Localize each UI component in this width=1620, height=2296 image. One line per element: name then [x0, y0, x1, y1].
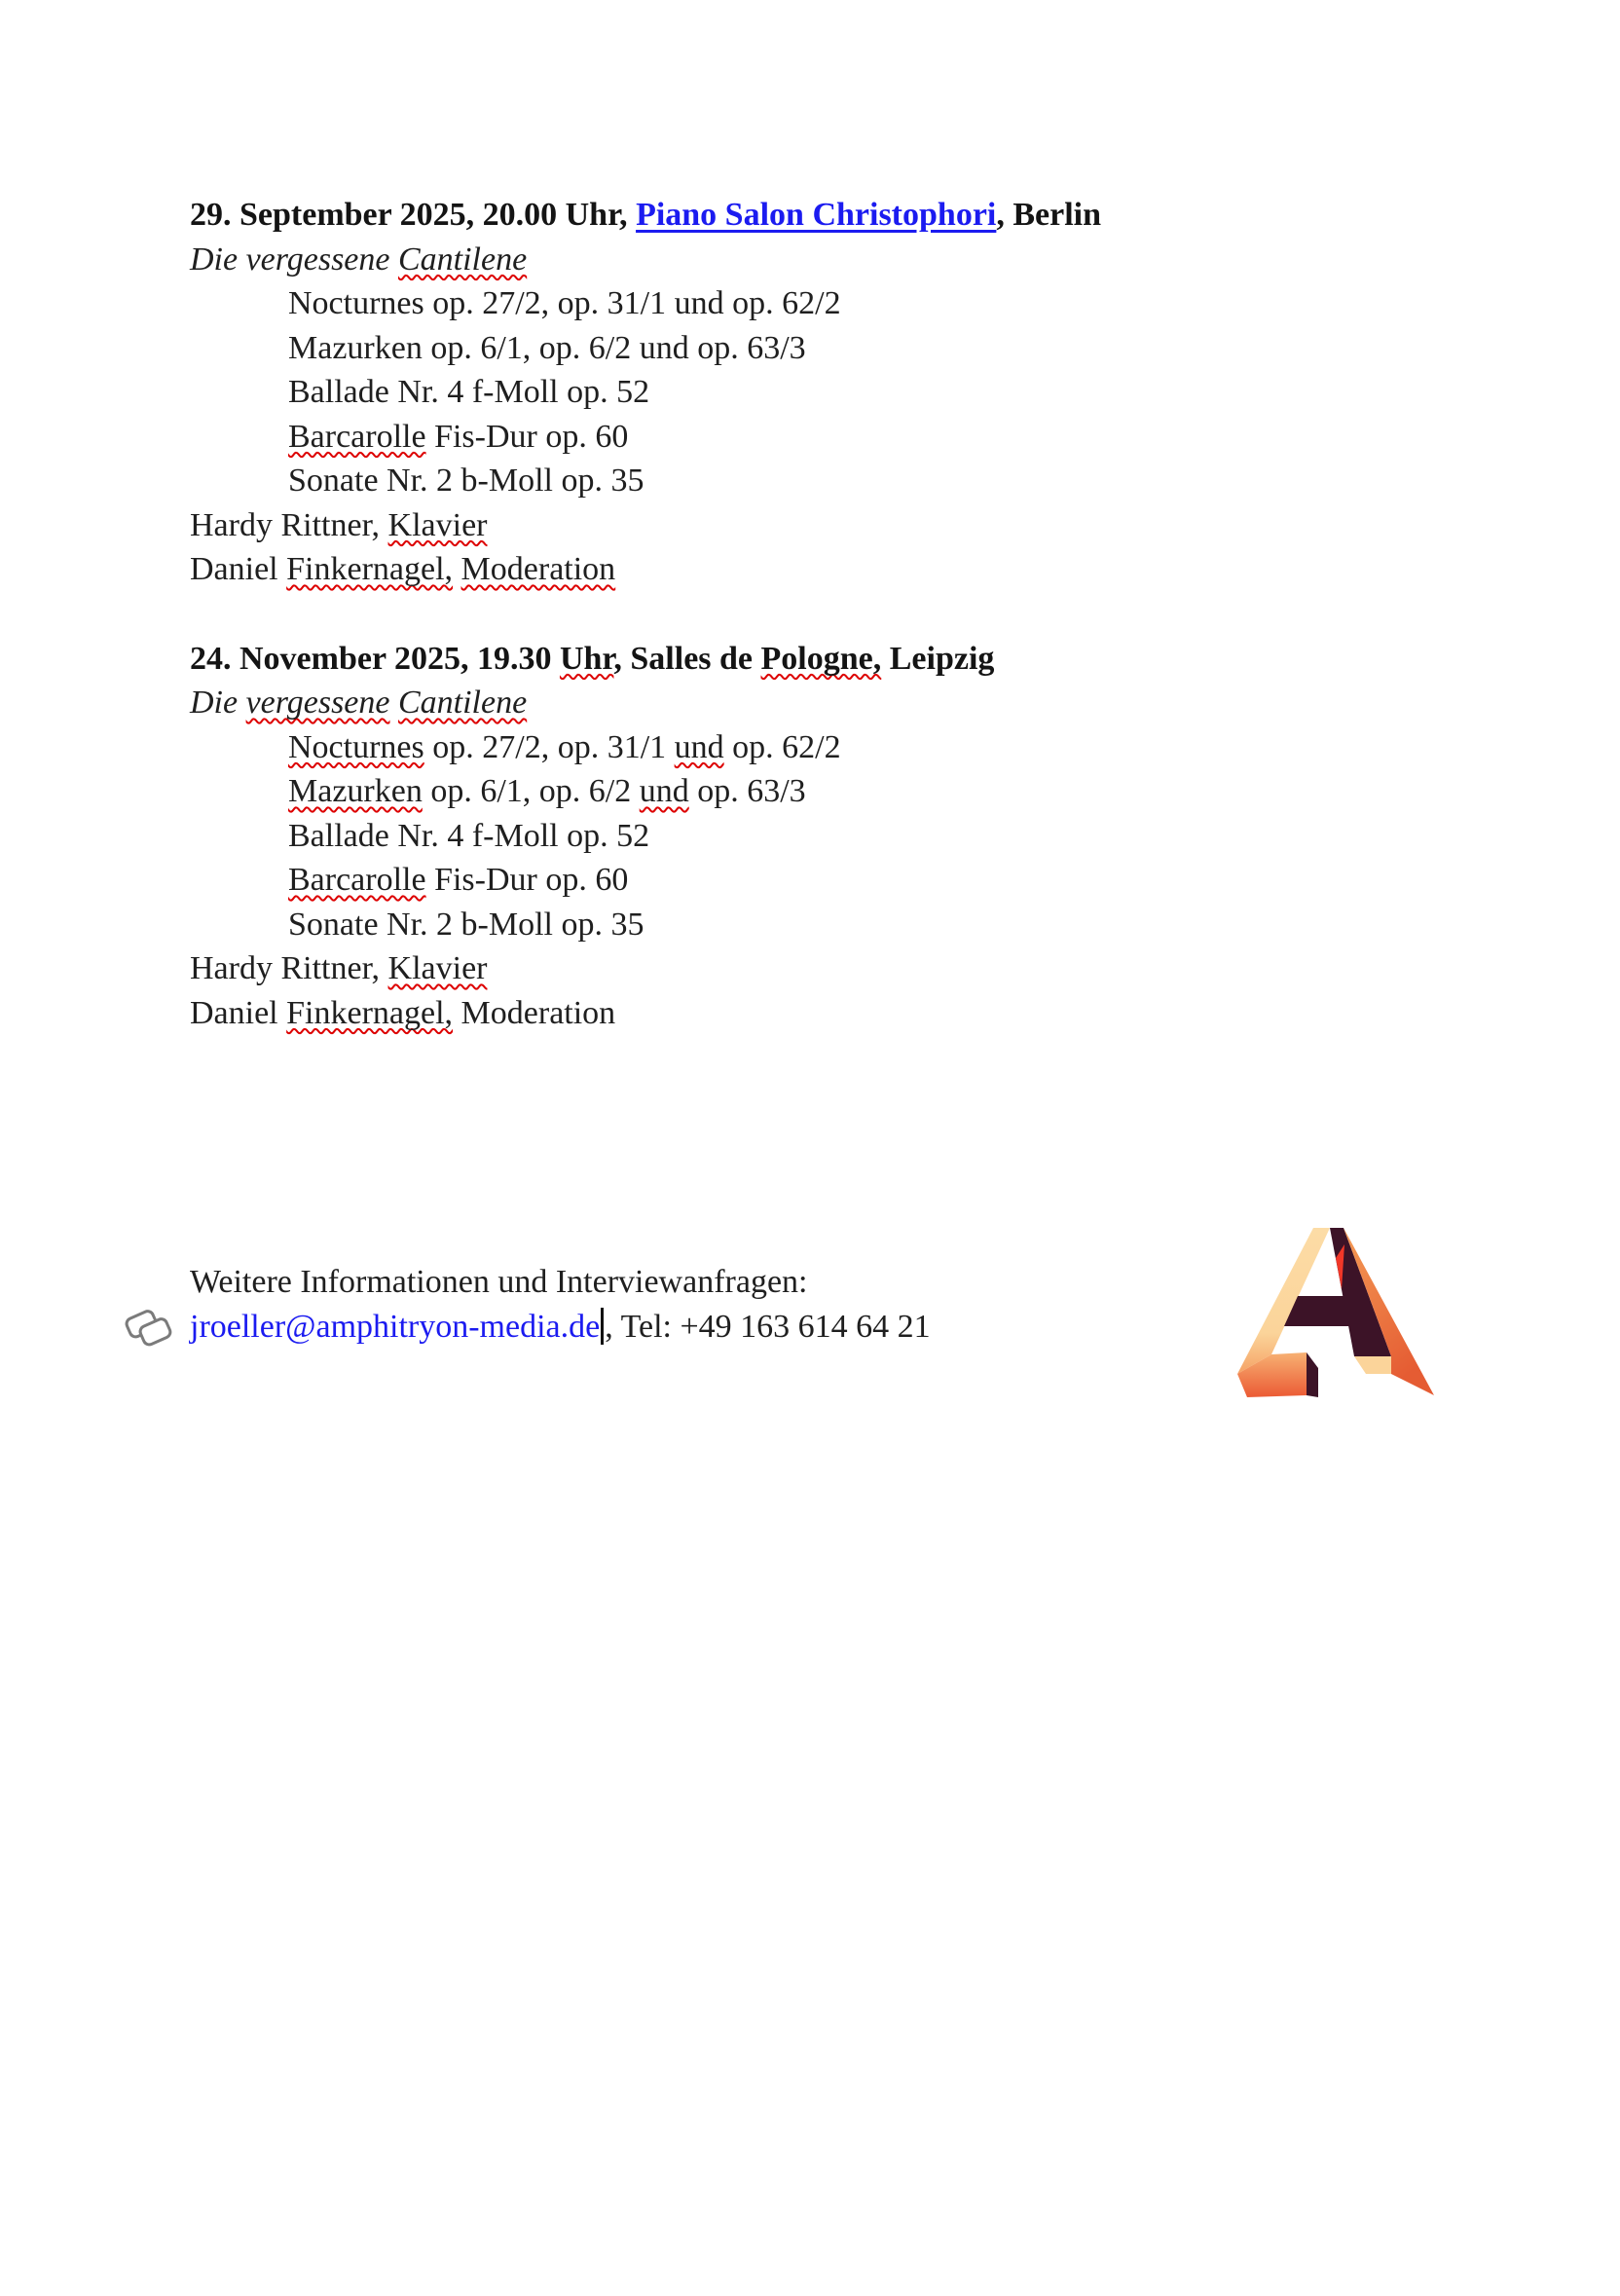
program-item: [190, 903, 1101, 947]
event-2-subtitle: [190, 681, 1101, 725]
event-2-pianist: [190, 946, 1101, 991]
credit-misspelled-word: Klavier: [387, 506, 488, 543]
subtitle-text: Die vergessene: [190, 241, 398, 278]
contact-intro-text: Weitere Informationen und Interviewanfragen:: [190, 1264, 808, 1300]
program-misspelled-word: Mazurken: [288, 773, 423, 809]
subtitle-misspelled-word: Cantilene: [397, 685, 528, 721]
credit-text: Moderation: [453, 994, 616, 1031]
subtitle-text: [389, 685, 398, 721]
program-item: [190, 370, 1101, 415]
program-item: [190, 326, 1101, 371]
event-2-misspelled-word: Uhr: [559, 640, 614, 677]
program-misspelled-word: und: [639, 773, 689, 809]
press-schedule: [190, 193, 1101, 1035]
event-1-date: 29. September 2025, 20.00 Uhr,: [190, 197, 637, 233]
program-text: op. 6/1, op. 6/2: [422, 773, 640, 809]
program-text: Fis-Dur op. 60: [425, 862, 629, 898]
block-spacer: [190, 592, 1101, 637]
program-text: Fis-Dur op. 60: [425, 418, 629, 455]
event-block-1: [190, 193, 1101, 592]
program-misspelled-word: Barcarolle: [288, 862, 426, 898]
program-item: [190, 858, 1101, 903]
event-1-pianist: [190, 503, 1101, 548]
credit-text: Daniel: [190, 994, 287, 1031]
event-2-venue: , Salles de: [613, 640, 761, 677]
program-misspelled-word: und: [674, 728, 724, 765]
text-cursor: [601, 1308, 604, 1345]
event-2-header: [190, 637, 1101, 682]
credit-text: Hardy Rittner,: [190, 950, 388, 986]
credit-text: Hardy Rittner,: [190, 506, 388, 543]
program-text: op. 63/3: [688, 773, 806, 809]
credit-misspelled-word: Moderation: [460, 551, 616, 587]
program-text: Ballade Nr. 4 f-Moll op. 52: [288, 374, 650, 410]
contact-intro: [190, 1260, 931, 1305]
event-2-city: Leipzig: [881, 640, 995, 677]
credit-misspelled-word: Finkernagel,: [286, 551, 454, 587]
program-text: op. 27/2, op. 31/1: [423, 728, 675, 765]
program-text: Mazurken op. 6/1, op. 6/2 und op. 63/3: [288, 329, 806, 366]
event-2-moderator: [190, 991, 1101, 1036]
credit-text: [453, 551, 461, 587]
event-block-2: [190, 637, 1101, 1036]
email-link[interactable]: jroeller@amphitryon-media.de: [190, 1308, 601, 1345]
program-item: [190, 725, 1101, 770]
program-item: [190, 814, 1101, 859]
program-text: Nocturnes op. 27/2, op. 31/1 und op. 62/2: [288, 285, 841, 321]
phone-text: , Tel: +49 163 614 64 21: [605, 1308, 931, 1345]
program-item: [190, 459, 1101, 503]
program-text: Sonate Nr. 2 b-Moll op. 35: [288, 906, 644, 943]
program-misspelled-word: Nocturnes: [288, 728, 424, 765]
program-item: [190, 769, 1101, 814]
event-1-subtitle: [190, 238, 1101, 282]
event-2-misspelled-word: Pologne,: [760, 640, 882, 677]
contact-info: [190, 1260, 931, 1349]
program-text: Sonate Nr. 2 b-Moll op. 35: [288, 463, 644, 499]
subtitle-misspelled-word: vergessene: [245, 685, 390, 721]
comment-mark-icon[interactable]: [121, 1299, 177, 1370]
contact-line: [190, 1305, 931, 1350]
credit-text: Daniel: [190, 551, 287, 587]
subtitle-text: Die: [190, 685, 246, 721]
program-misspelled-word: Barcarolle: [288, 418, 426, 455]
program-text: Ballade Nr. 4 f-Moll op. 52: [288, 817, 650, 854]
credit-misspelled-word: Finkernagel,: [286, 994, 454, 1031]
program-item: [190, 415, 1101, 460]
event-1-city: , Berlin: [996, 197, 1102, 233]
event-1-header: [190, 193, 1101, 238]
event-1-moderator: [190, 547, 1101, 592]
program-item: [190, 281, 1101, 326]
subtitle-misspelled-word: Cantilene: [397, 241, 528, 278]
amphitryon-logo: [1233, 1223, 1439, 1416]
program-text: op. 62/2: [723, 728, 841, 765]
event-2-date: 24. November 2025, 19.30: [190, 640, 560, 677]
event-1-venue-link[interactable]: Piano Salon Christophori: [636, 197, 997, 233]
credit-misspelled-word: Klavier: [387, 950, 488, 986]
